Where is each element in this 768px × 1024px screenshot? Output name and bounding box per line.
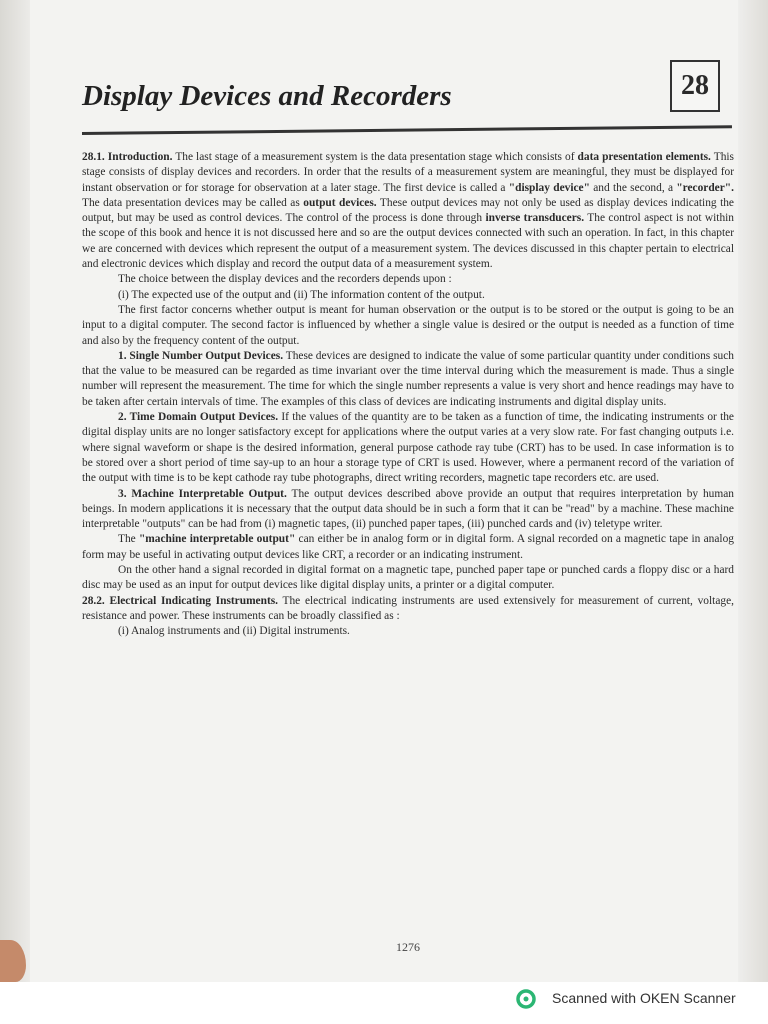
scanner-watermark-text: Scanned with OKEN Scanner	[552, 990, 736, 1006]
chapter-body	[82, 150, 734, 640]
page-right-edge	[738, 0, 768, 982]
mio-paragraph: The "machine interpretable output" can either be in analog form or in digital form. A signal recorded on a magnetic tape in analog form may be useful in activating output devices like CRT, a recorder or an indicating instrument.	[82, 533, 734, 561]
section-282-list: (i) Analog instruments and (ii) Digital instruments.	[118, 625, 350, 638]
item-2-paragraph: 2. Time Domain Output Devices. If the values of the quantity are to be taken as a function of time, the indicating instruments or the digital display units are no longer satisfactory except for applications where the output varies at a very slow rate. For fast changing outputs i.e. where signal waveform or shape is the desired information, general purpose cathode ray tube (CRT) has to be used. In case information is to be stored over a short period of time say-up to an hour a storage type of CRT is used. However, where a permanent record of the variation of the output with time is to be kept cathode ray tube photographs, direct writing recorders, magnetic tape recorders etc. are used.	[82, 411, 734, 485]
factor-paragraph: The first factor concerns whether output is meant for human observation or the output is to be stored or the output is going to be an input to a digital computer. The second factor is influenced by whether a single value is desired or the output is needed as a function of time and also by the frequency content of the output.	[82, 303, 734, 347]
section-heading: 28.2. Electrical Indicating Instruments.	[82, 594, 279, 607]
item-3-heading: 3. Machine Interpretable Output.	[118, 487, 287, 500]
choice-list: (i) The expected use of the output and (ii) The information content of the output.	[118, 288, 485, 301]
item-1-heading: 1. Single Number Output Devices.	[118, 349, 284, 362]
section-heading: 28.1. Introduction.	[82, 151, 173, 163]
oken-logo-icon	[515, 988, 537, 1010]
other-hand-paragraph: On the other hand a signal recorded in digital format on a magnetic tape, punched paper tape or punched cards a floppy disc or a hard disc may be used as an input for output devices like digital display units, a printer or a digital computer.	[82, 564, 734, 592]
chapter-title: Display Devices and Recorders	[82, 80, 452, 112]
item-3-paragraph: 3. Machine Interpretable Output. The output devices described above provide an output that requires interpretation by human beings. In modern applications it is necessary that the output data should be in such a form that it can be "read" by a machine. These machine interpretable "outputs" can be had from (i) magnetic tapes, (ii) punched paper tapes, (iii) punched cards and (iv) teletype writer.	[82, 487, 734, 531]
intro-paragraph: 28.1. Introduction. The last stage of a measurement system is the data presentation stage which consists of data presentation elements. This stage consists of display devices and recorders. In order that the results of a measurement system are meaningful, they must be displayed for instant observation or for storage for observation at a later stage. The first device is called a "display device" and the second, a "recorder". The data presentation devices may be called as output devices. These output devices may not only be used as display devices indicating the output, but may be used as control devices. The control of the process is done through inverse transducers. The control aspect is not within the scope of this book and hence it is not discussed here and so are the output devices connected with such an operation. In fact, in this chapter we are concerned with devices which represent the output of a measurement system. The devices discussed in this chapter pertain to electrical and electronic devices which display and record the output data of a measurement system.	[82, 151, 734, 271]
section-282-paragraph: 28.2. Electrical Indicating Instruments. The electrical indicating instruments are used extensively for measurement of current, voltage, resistance and power. These instruments can be broadly classified as :	[82, 594, 734, 622]
page-number: 1276	[396, 940, 420, 954]
item-1-paragraph: 1. Single Number Output Devices. These devices are designed to indicate the value of some particular quantity under conditions such that the value to be measured can be regarded as time invariant over the time interval during which the measurement is made. Thus a single number will represent the measurement. The time for which the single number represents a value is very short and hence readings may have to be taken after certain intervals of time. The examples of this class of devices are indicating instruments and digital display units.	[82, 349, 734, 408]
item-2-heading: 2. Time Domain Output Devices.	[118, 411, 279, 424]
page-left-edge	[0, 0, 30, 982]
chapter-number: 28	[670, 60, 720, 112]
choice-paragraph: The choice between the display devices and the recorders depends upon :	[118, 273, 452, 286]
